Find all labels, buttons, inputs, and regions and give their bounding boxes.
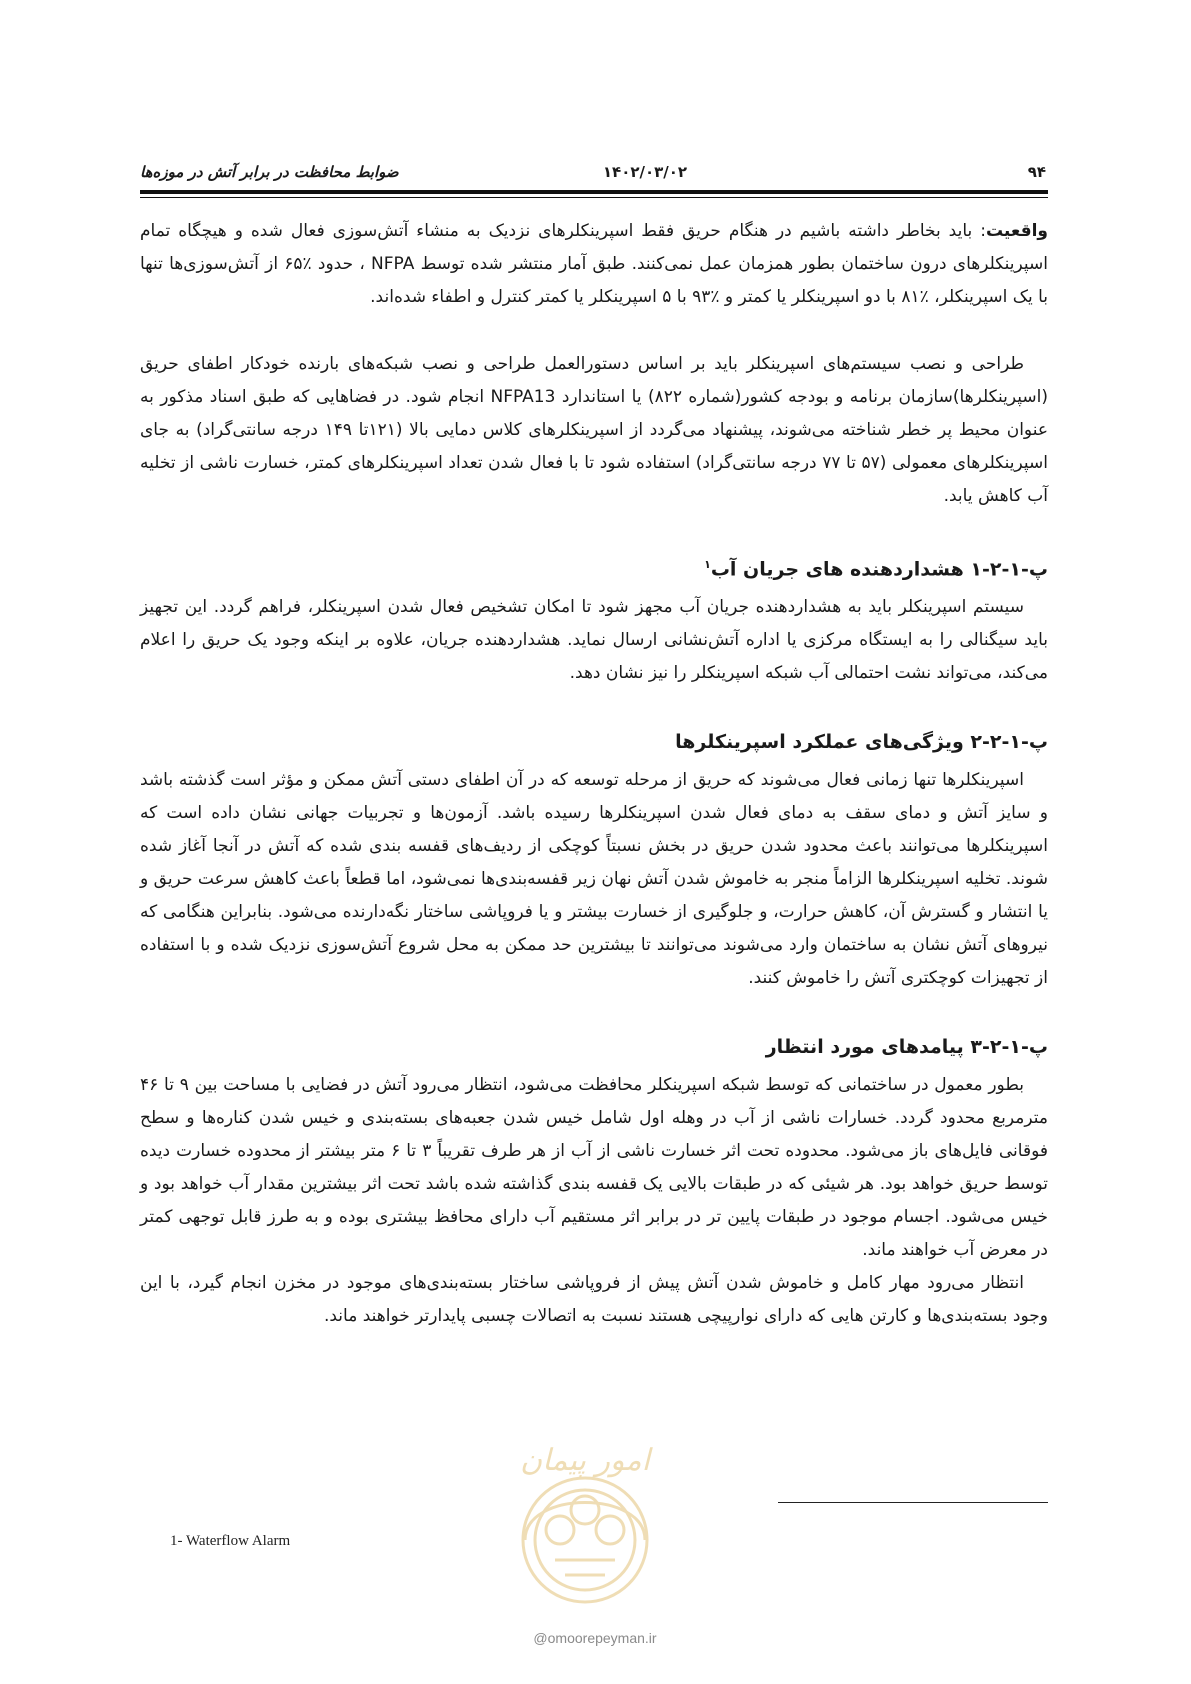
watermark-seal-icon bbox=[495, 1430, 675, 1620]
svg-text:امور پیمان: امور پیمان bbox=[520, 1443, 650, 1478]
section-heading-2: پ-۱-۲-۲ ویژگی‌های عملکرد اسپرینکلرها bbox=[675, 731, 1048, 754]
section-3-paragraph-2: انتظار می‌رود مهار کامل و خاموش شدن آتش پیش از فروپاشی ساختار بسته‌بندی‌های موجود در مخزن انجام گیرد، با این وجود بسته‌بندی‌ها و کارتن هایی که دارای نوارپیچی هستند نسبت به اتصالات چسبی پایدارتر خواهند ماند. bbox=[140, 1273, 1048, 1327]
fact-label: واقعیت bbox=[985, 221, 1048, 241]
footnote-rule bbox=[778, 1502, 1048, 1503]
document-body bbox=[140, 215, 1048, 1333]
section-heading-1-text: پ-۱-۲-۱ هشداردهنده های جریان آب bbox=[710, 558, 1048, 581]
page-number: ۹۴ bbox=[1027, 163, 1046, 181]
header-date: ۱۴۰۲/۰۳/۰۲ bbox=[602, 163, 688, 181]
page-header bbox=[140, 163, 1048, 185]
section-heading-1 bbox=[140, 547, 1048, 587]
header-title: ضوابط محافظت در برابر آتش در موزه‌ها bbox=[140, 163, 399, 181]
section-heading-3: پ-۱-۲-۳ پیامدهای مورد انتظار bbox=[765, 1036, 1048, 1059]
footnote: 1- Waterflow Alarm bbox=[170, 1533, 291, 1549]
section-2-paragraph: اسپرینکلرها تنها زمانی فعال می‌شوند که حریق از مرحله توسعه که در آن اطفای دستی آتش ممکن و مؤثر است گذشته باشد و سایز آتش و دمای سقف به دمای فعال شدن اسپرینکلرها رسیده باشد. آزمون‌ها و تجربیات جهانی نشان داده است که اسپرینکلرها می‌توانند باعث محدود شدن حریق در بخش نسبتاً کوچکی از ردیف‌های قفسه بندی شده که آتش در آنجا آغاز شده شوند. تخلیه اسپرینکلرها الزاماً منجر به خاموش شدن آتش نهان زیر قفسه‌بندی‌ها نمی‌شود، اما قطعاً باعث کاهش سرعت حریق و یا انتشار و گسترش آن، کاهش حرارت، و جلوگیری از خسارت بیشتر و یا فروپاشی ساختار نگه‌دارنده می‌شود. بنابراین هنگامی که نیروهای آتش نشان به ساختمان وارد می‌شوند می‌توانند تا بیشترین حد ممکن به محل شروع آتش‌سوزی نزدیک شده و با استفاده از تجهیزات کوچکتری آتش را خاموش کنند. bbox=[140, 770, 1048, 989]
intro-paragraph: طراحی و نصب سیستم‌های اسپرینکلر باید بر اساس دستورالعمل طراحی و نصب شبکه‌های بارنده خودکار اطفای حریق (اسپرینکلرها)سازمان برنامه و بودجه کشور(شماره ۸۲۲) یا استاندارد NFPA13 انجام شود. در فضاهایی که طبق اسناد مذکور به عنوان محیط پر خطر شناخته می‌شوند، پیشنهاد می‌گردد از اسپرینکلرهای کلاس دمایی بالا (۱۲۱تا ۱۴۹ درجه سانتی‌گراد) به جای اسپرینکلرهای معمولی (۵۷ تا ۷۷ درجه سانتی‌گراد) استفاده شود تا با فعال شدن تعداد اسپرینکلرهای کمتر، خسارت ناشی از تخلیه آب کاهش یابد. bbox=[140, 354, 1048, 506]
section-3-paragraph-1: بطور معمول در ساختمانی که توسط شبکه اسپرینکلر محافظت می‌شود، انتظار می‌رود آتش در فضایی با مساحت بین ۹ تا ۴۶ مترمربع محدود گردد. خسارات ناشی از آب در وهله اول شامل خیس شدن جعبه‌های بسته‌بندی و خیس شدن کناره‌ها و سطح فوقانی فایل‌های باز می‌شود. محدوده تحت اثر خسارت ناشی از آب از هر طرف تقریباً ۳ تا ۶ متر بیشتر از محدوده خسارت دیده توسط حریق خواهد بود. هر شیئی که در طبقات بالایی یک قفسه بندی گذاشته شده باشد تحت اثر بیشترین مقدار آب خواهد بود و خیس می‌شود. اجسام موجود در طبقات پایین تر در برابر اثر مستقیم آب دارای محافظ بیشتری بوده و به طرز قابل توجهی کمتر در معرض آب خواهند ماند. bbox=[140, 1075, 1049, 1261]
fact-text: : باید بخاطر داشته باشیم در هنگام حریق فقط اسپرینکلرهای نزدیک به منشاء آتش‌سوزی فعال شده و هیچگاه تمام اسپرینکلرهای درون ساختمان بطور همزمان عمل نمی‌کنند. طبق آمار منتشر شده توسط NFPA ، حدود ٪۶۵ از آتش‌سوزی‌ها تنها با یک اسپرینکلر، ٪۸۱ با دو اسپرینکلر یا کمتر و ٪۹۳ با ۵ اسپرینکلر یا کمتر کنترل و اطفاء شده‌اند. bbox=[140, 221, 1048, 307]
watermark-url: @omoorepeyman.ir bbox=[533, 1630, 657, 1646]
header-rule-thin bbox=[140, 197, 1048, 198]
fact-paragraph bbox=[140, 215, 1048, 314]
footnote-mark: ۱ bbox=[704, 558, 711, 571]
section-1-paragraph: سیستم اسپرینکلر باید به هشداردهنده جریان آب مجهز شود تا امکان تشخیص فعال شدن اسپرینکلر، فراهم گردد. این تجهیز باید سیگنالی را به ایستگاه مرکزی یا اداره آتش‌نشانی ارسال نماید. هشداردهنده جریان، علاوه بر اینکه وجود یک حریق را اعلام می‌کند، می‌تواند نشت احتمالی آب شبکه اسپرینکلر را نیز نشان دهد. bbox=[140, 597, 1048, 684]
header-rule-thick bbox=[140, 190, 1048, 194]
